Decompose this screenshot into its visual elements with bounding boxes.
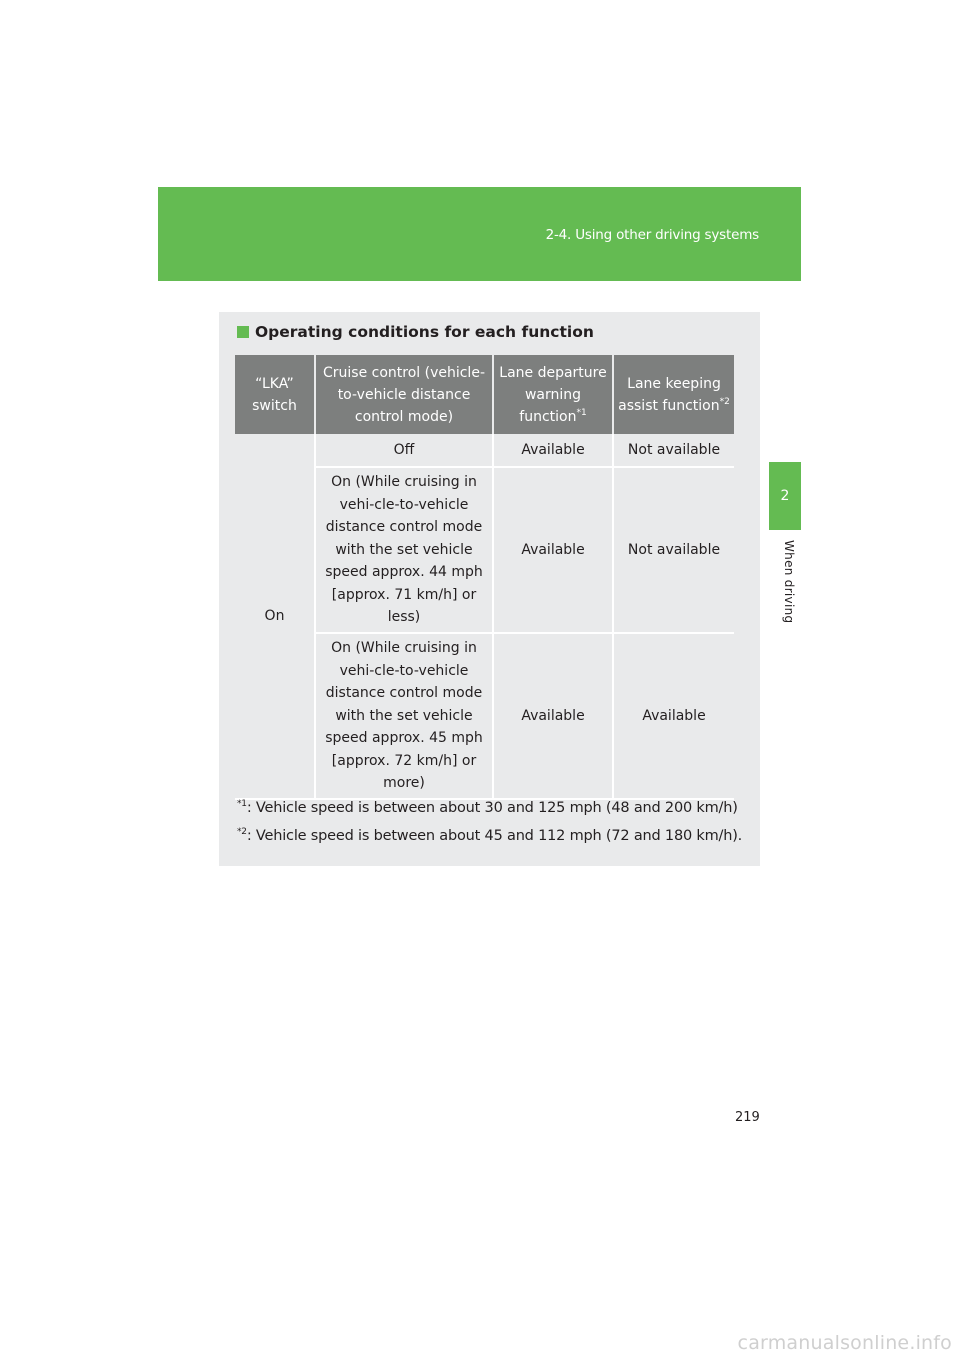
lka-switch-cell: On — [235, 434, 315, 799]
lane-departure-cell: Available — [493, 434, 613, 467]
cruise-control-cell: On (While cruising in vehi-cle-to-vehicle distance control mode with the set vehicle speed approx. 45 mph [approx. 72 km/h] or more) — [315, 633, 493, 799]
chapter-header-band — [158, 187, 801, 281]
footnote-mark: *2 — [237, 827, 247, 837]
cruise-control-cell: Off — [315, 434, 493, 467]
lane-departure-cell: Available — [493, 467, 613, 633]
chapter-number: 2 — [780, 488, 790, 504]
page-number: 219 — [735, 1110, 760, 1125]
lane-keeping-cell: Not available — [613, 434, 734, 467]
operating-conditions-table — [235, 355, 734, 800]
lane-keeping-cell: Available — [613, 633, 734, 799]
footnote-mark: *1 — [576, 407, 587, 418]
footnote — [237, 822, 752, 850]
section-title: 2-4. Using other driving systems — [545, 227, 759, 243]
footnote — [237, 794, 752, 822]
table-row — [235, 434, 734, 467]
operating-conditions-panel — [219, 312, 760, 866]
header-cruise-control: Cruise control (vehicle-to-vehicle distance control mode) — [315, 355, 493, 434]
watermark: carmanualsonline.info — [737, 1332, 952, 1354]
footnotes — [237, 794, 752, 850]
lane-departure-cell: Available — [493, 633, 613, 799]
footnote-text: : Vehicle speed is between about 45 and 112 mph (72 and 180 km/h). — [246, 828, 743, 844]
footnote-text: : Vehicle speed is between about 30 and 125 mph (48 and 200 km/h) — [246, 800, 738, 816]
cruise-control-cell: On (While cruising in vehi-cle-to-vehicle distance control mode with the set vehicle speed approx. 44 mph [approx. 71 km/h] or less) — [315, 467, 493, 633]
section-heading-text: Operating conditions for each function — [255, 323, 594, 341]
footnote-mark: *2 — [719, 396, 730, 407]
section-heading — [237, 323, 594, 341]
chapter-tab — [769, 462, 801, 530]
header-lane-keeping-assist: Lane keeping assist function$^{*2}$ — [613, 355, 734, 434]
chapter-label: When driving — [782, 540, 796, 624]
footnote-mark: *1 — [237, 799, 247, 809]
square-bullet-icon — [237, 326, 249, 338]
header-lane-departure-warning: Lane departure warning function$^{*1}$ — [493, 355, 613, 434]
lane-keeping-cell: Not available — [613, 467, 734, 633]
table-header-row — [235, 355, 734, 434]
header-lka-switch: “LKA” switch — [235, 355, 315, 434]
